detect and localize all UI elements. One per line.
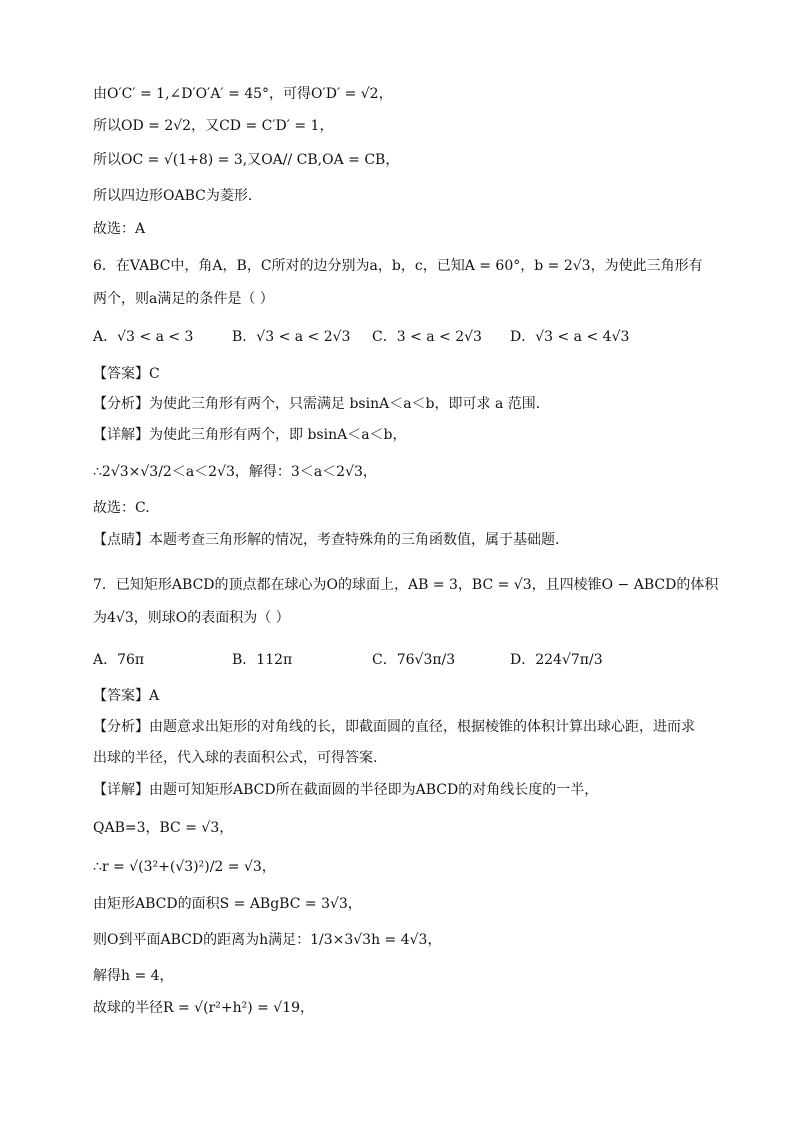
q7-step-1: QAB=3，BC = √3， [93,820,234,836]
q7-detail: 【详解】由题可知矩形ABCD所在截面圆的半径即为ABCD的对角线长度的一半， [93,782,599,798]
q7-step-3: 由矩形ABCD的面积S = ABgBC = 3√3， [93,896,362,912]
text-line [93,84,393,104]
q6-comment: 【点睛】本题考查三角形解的情况，考查特殊角的三角函数值，属于基础题. [93,532,560,548]
q7-option-b: B．112π [232,652,293,668]
question-7-stem-line-1: 7．已知矩形ABCD的顶点都在球心为O的球面上，AB = 3，BC = √3，且四棱锥O − ABCD的体积 [93,577,719,593]
q7-analysis-line-1: 【分析】由题意求出矩形的对角线的长，即截面圆的直径，根据棱锥的体积计算出球心距，进而求 [93,719,695,735]
text-line [93,116,333,136]
q7-answer: 【答案】A [93,688,160,704]
q7-option-d: D．224√7π/3 [510,652,603,668]
q7-step-6: 故球的半径R = √(r²+h²) = √19， [93,1000,315,1016]
line-4: 所以四边形OABC为菱形. [93,188,253,204]
q6-option-d: D．√3 < a < 4√3 [510,329,630,345]
q6-choose: 故选：C. [93,500,150,516]
line-1: 由O′C′ = 1,∠D′O′A′ = 45°，可得O′D′ = √2， [93,86,393,102]
q7-analysis-line-2: 出球的半径，代入球的表面积公式，可得答案. [93,750,378,766]
q6-answer: 【答案】C [93,366,160,382]
q6-calculation: ∴2√3×√3/2＜a＜2√3，解得：3＜a＜2√3， [93,464,377,480]
question-7-stem-line-2: 为4√3，则球O的表面积为（ ） [93,610,290,626]
line-5: 故选：A [93,221,146,237]
q6-option-b: B．√3 < a < 2√3 [232,329,351,345]
q6-detail: 【详解】为使此三角形有两个，即 bsinA＜a＜b， [93,427,407,443]
text-line [93,219,145,239]
q7-step-5: 解得h = 4， [93,968,174,984]
line-3: 所以OC = √(1+8) = 3,又OA// CB,OA = CB， [93,152,400,168]
text-line [93,186,252,206]
q6-option-c: C．3 < a < 2√3 [372,329,482,345]
text-line [93,150,399,170]
q7-step-2: ∴r = √(3²+(√3)²)/2 = √3， [93,859,276,875]
q7-step-4: 则O到平面ABCD的距离为h满足：1/3×3√3h = 4√3， [93,932,442,948]
q6-option-a: A．√3 < a < 3 [93,329,194,345]
line-2: 所以OD = 2√2，又CD = C′D′ = 1， [93,118,334,134]
q7-option-c: C．76√3π/3 [372,652,456,668]
q7-option-a: A．76π [93,652,145,668]
q6-analysis: 【分析】为使此三角形有两个，只需满足 bsinA＜a＜b，即可求 a 范围. [93,396,541,412]
question-6-stem-line-2: 两个，则a满足的条件是（ ） [93,291,274,307]
question-6-stem-line-1: 6．在VABC中，角A，B，C所对的边分别为a，b，c，已知A = 60°，b = 2√3，为使此三角形有 [93,258,703,274]
